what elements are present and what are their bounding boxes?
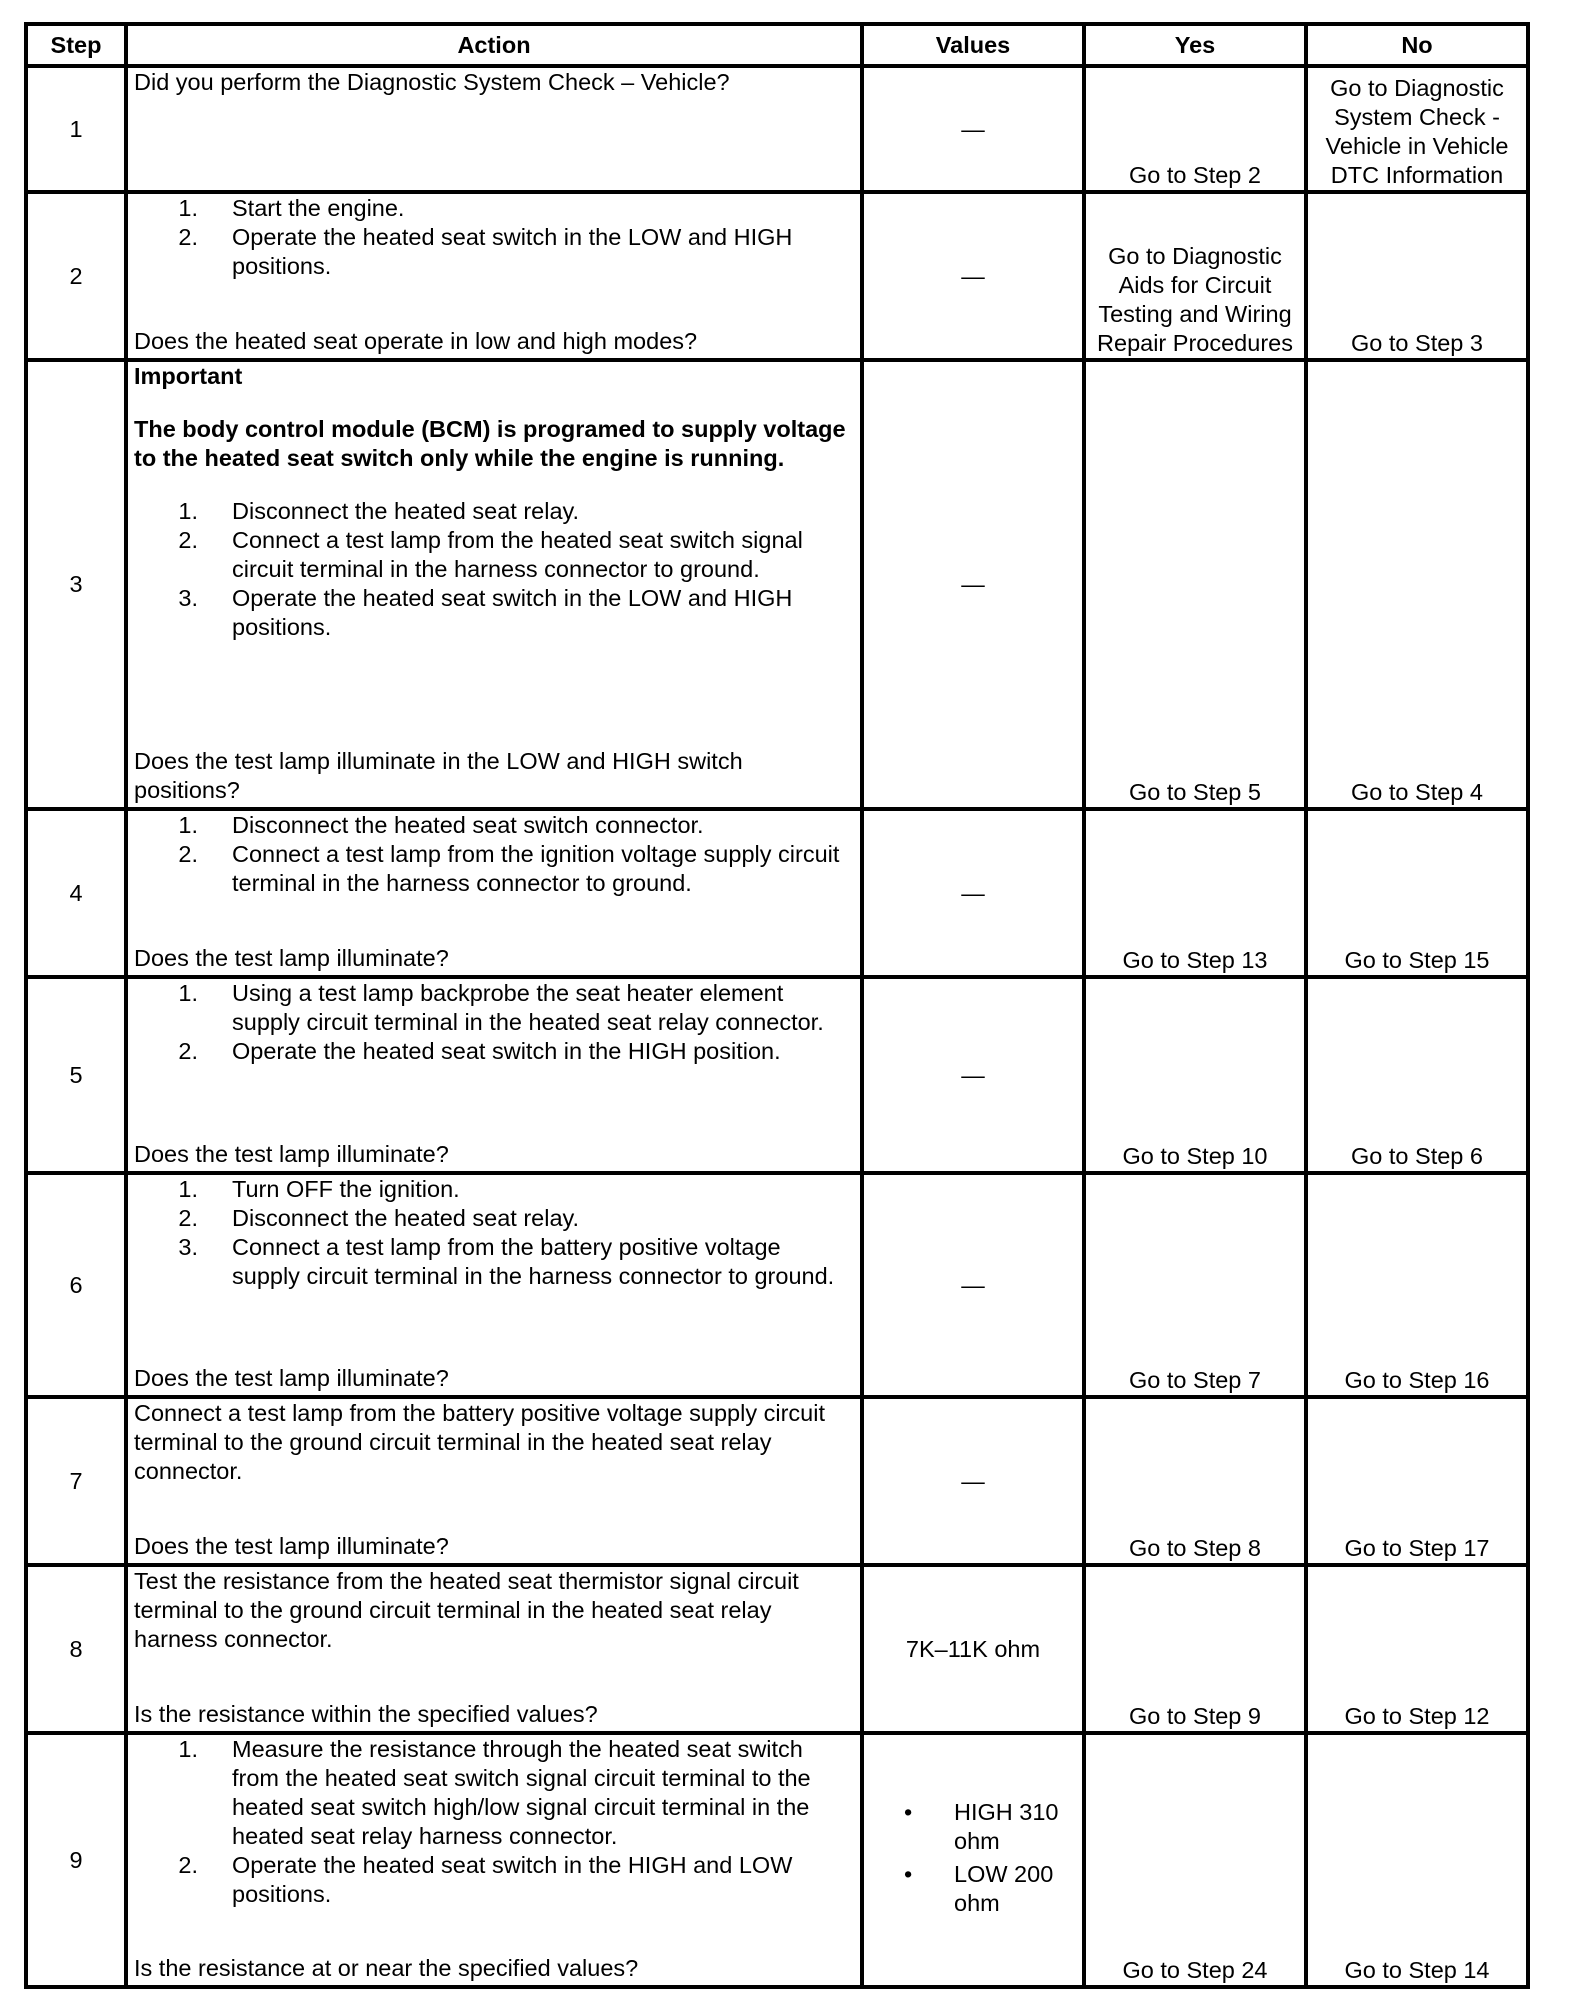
header-yes: Yes — [1084, 24, 1306, 66]
header-step: Step — [26, 24, 126, 66]
step-number: 7 — [26, 1397, 126, 1565]
list-item: 2. Operate the heated seat switch in the HIGH position. — [178, 1038, 781, 1064]
step-number: 3 — [26, 360, 126, 809]
yes-cell: Go to Step 8 — [1084, 1397, 1306, 1565]
action-text: Test the resistance from the heated seat thermistor signal circuit terminal to the ground circuit terminal in the heated seat relay harness connector. — [134, 1568, 799, 1652]
procedure-list — [134, 497, 854, 642]
table-row — [26, 1173, 1528, 1397]
value-cell: — — [862, 192, 1084, 360]
question-text: Does the test lamp illuminate? — [134, 1365, 449, 1391]
value-cell: — — [862, 1397, 1084, 1565]
table-row — [26, 66, 1528, 192]
no-cell: Go to Step 14 — [1306, 1733, 1528, 1987]
yes-cell: Go to Diagnostic Aids for Circuit Testing and Wiring Repair Procedures — [1084, 192, 1306, 360]
action-text: Did you perform the Diagnostic System Check – Vehicle? — [134, 69, 730, 95]
value-cell: — — [862, 360, 1084, 809]
value-cell: — — [862, 977, 1084, 1173]
step-number: 9 — [26, 1733, 126, 1987]
procedure-list — [134, 1175, 854, 1291]
no-cell: Go to Step 4 — [1306, 360, 1528, 809]
question-text: Does the test lamp illuminate? — [134, 1533, 449, 1559]
value-item: • LOW 200 ohm — [904, 1861, 1054, 1916]
yes-cell: Go to Step 5 — [1084, 360, 1306, 809]
question-text: Does the test lamp illuminate? — [134, 1141, 449, 1167]
action-cell — [126, 1173, 862, 1397]
value-cell: — — [862, 809, 1084, 977]
value-cell — [862, 1733, 1084, 1987]
procedure-list — [134, 979, 854, 1066]
action-cell — [126, 1565, 862, 1733]
procedure-list — [134, 811, 854, 898]
action-cell — [126, 1733, 862, 1987]
value-cell: — — [862, 66, 1084, 192]
value-list — [870, 1798, 1076, 1918]
procedure-list — [134, 194, 854, 281]
no-cell: Go to Step 6 — [1306, 977, 1528, 1173]
list-item: 3. Operate the heated seat switch in the LOW and HIGH positions. — [178, 585, 793, 640]
yes-cell: Go to Step 2 — [1084, 66, 1306, 192]
list-item: 1. Start the engine. — [178, 195, 405, 221]
no-cell: Go to Diagnostic System Check - Vehicle in Vehicle DTC Information — [1306, 66, 1528, 192]
list-item: 1. Using a test lamp backprobe the seat heater element supply circuit terminal in the heated seat relay connector. — [178, 980, 824, 1035]
action-cell — [126, 66, 862, 192]
yes-cell: Go to Step 10 — [1084, 977, 1306, 1173]
no-cell: Go to Step 17 — [1306, 1397, 1528, 1565]
step-number: 2 — [26, 192, 126, 360]
list-item: 1. Measure the resistance through the heated seat switch from the heated seat switch signal circuit terminal to the heated seat switch high/low signal circuit terminal in the heated seat relay harness connector. — [178, 1736, 811, 1849]
action-cell — [126, 1397, 862, 1565]
step-number: 1 — [26, 66, 126, 192]
header-row — [26, 24, 1528, 66]
header-values: Values — [862, 24, 1084, 66]
list-item: 2. Connect a test lamp from the heated seat switch signal circuit terminal in the harness connector to ground. — [178, 527, 803, 582]
table-row — [26, 1397, 1528, 1565]
list-item: 1. Disconnect the heated seat switch connector. — [178, 812, 704, 838]
question-text: Is the resistance within the specified values? — [134, 1701, 598, 1727]
procedure-list — [134, 1735, 854, 1909]
list-item: 3. Connect a test lamp from the battery positive voltage supply circuit terminal in the harness connector to ground. — [178, 1234, 835, 1289]
yes-cell: Go to Step 7 — [1084, 1173, 1306, 1397]
no-cell: Go to Step 3 — [1306, 192, 1528, 360]
no-cell: Go to Step 15 — [1306, 809, 1528, 977]
no-cell: Go to Step 12 — [1306, 1565, 1528, 1733]
action-cell — [126, 809, 862, 977]
header-action: Action — [126, 24, 862, 66]
table-row — [26, 1733, 1528, 1987]
no-cell: Go to Step 16 — [1306, 1173, 1528, 1397]
step-number: 6 — [26, 1173, 126, 1397]
value-cell: 7K–11K ohm — [862, 1565, 1084, 1733]
header-no: No — [1306, 24, 1528, 66]
important-title: Important — [134, 363, 243, 389]
list-item: 2. Operate the heated seat switch in the LOW and HIGH positions. — [178, 224, 793, 279]
yes-cell: Go to Step 13 — [1084, 809, 1306, 977]
question-text: Does the test lamp illuminate? — [134, 945, 449, 971]
important-note: The body control module (BCM) is programed to supply voltage to the heated seat switch only while the engine is running. — [134, 416, 846, 471]
question-text: Does the heated seat operate in low and high modes? — [134, 328, 698, 354]
list-item: 1. Turn OFF the ignition. — [178, 1176, 460, 1202]
list-item: 2. Operate the heated seat switch in the HIGH and LOW positions. — [178, 1852, 793, 1907]
value-cell: — — [862, 1173, 1084, 1397]
step-number: 4 — [26, 809, 126, 977]
list-item: 1. Disconnect the heated seat relay. — [178, 498, 580, 524]
step-number: 5 — [26, 977, 126, 1173]
action-cell — [126, 192, 862, 360]
table-row — [26, 977, 1528, 1173]
action-cell — [126, 360, 862, 809]
table-row — [26, 809, 1528, 977]
list-item: 2. Connect a test lamp from the ignition voltage supply circuit terminal in the harness connector to ground. — [178, 841, 840, 896]
diagnostic-table — [24, 22, 1530, 1989]
yes-cell: Go to Step 9 — [1084, 1565, 1306, 1733]
table-row — [26, 1565, 1528, 1733]
table-row — [26, 192, 1528, 360]
action-text: Connect a test lamp from the battery positive voltage supply circuit terminal to the ground circuit terminal in the heated seat relay connector. — [134, 1400, 825, 1484]
action-cell — [126, 977, 862, 1173]
step-number: 8 — [26, 1565, 126, 1733]
question-text: Does the test lamp illuminate in the LOW and HIGH switch positions? — [134, 748, 743, 803]
table-row — [26, 360, 1528, 809]
yes-cell: Go to Step 24 — [1084, 1733, 1306, 1987]
question-text: Is the resistance at or near the specified values? — [134, 1955, 639, 1981]
list-item: 2. Disconnect the heated seat relay. — [178, 1205, 580, 1231]
value-item: • HIGH 310 ohm — [904, 1799, 1059, 1854]
